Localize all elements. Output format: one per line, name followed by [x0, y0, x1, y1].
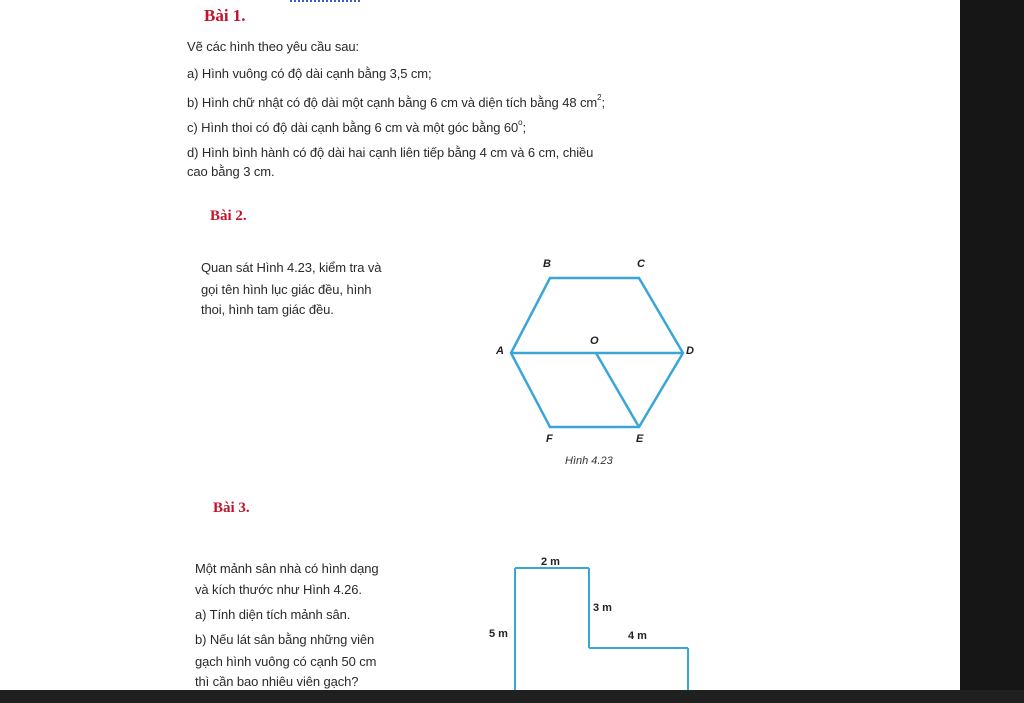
bai2-heading: Bài 2.	[210, 208, 247, 224]
bai2-line3: thoi, hình tam giác đều.	[201, 302, 334, 317]
bai3-line6: thì cần bao nhiêu viên gạch?	[195, 674, 359, 689]
bai3-line5: gạch hình vuông có cạnh 50 cm	[195, 654, 377, 669]
vertex-label-E: E	[636, 433, 644, 445]
vertex-label-C: C	[637, 258, 645, 270]
dim-left: 5 m	[489, 628, 508, 640]
vertex-label-A: A	[496, 345, 504, 357]
bai1-intro: Vẽ các hình theo yêu cầu sau:	[187, 39, 359, 54]
vertex-label-O: O	[590, 335, 599, 347]
dim-top: 2 m	[541, 556, 560, 568]
figure-caption: Hình 4.23	[565, 455, 613, 467]
bai1-item-c: c) Hình thoi có độ dài cạnh bằng 6 cm và một góc bằng 60$^o$;	[187, 118, 527, 135]
bai1-item-d-line2: cao bằng 3 cm.	[187, 164, 275, 179]
dim-inner: 3 m	[593, 602, 612, 614]
bai2-line1: Quan sát Hình 4.23, kiểm tra và	[201, 260, 382, 275]
bai2-line2: gọi tên hình lục giác đều, hình	[201, 282, 372, 297]
bai3-line1: Một mảnh sân nhà có hình dạng	[195, 561, 379, 576]
bai3-line3: a) Tính diện tích mảnh sân.	[195, 607, 351, 622]
dim-step: 4 m	[628, 630, 647, 642]
bai3-line4: b) Nếu lát sân bằng những viên	[195, 632, 375, 647]
bai1-item-a: a) Hình vuông có độ dài cạnh bằng 3,5 cm;	[187, 66, 432, 81]
bai3-line2: và kích thước như Hình 4.26.	[195, 582, 362, 597]
bai1-heading: Bài 1.	[204, 6, 246, 25]
bai3-heading: Bài 3.	[213, 500, 250, 516]
bai1-item-b: b) Hình chữ nhật có độ dài một cạnh bằng 6 cm và diện tích bằng 48 $cm^2$;	[187, 93, 605, 110]
vertex-label-F: F	[546, 433, 553, 445]
viewer-bottom-margin	[0, 690, 1024, 703]
vertex-label-D: D	[686, 345, 694, 357]
segment-OE	[596, 353, 639, 427]
vertex-label-B: B	[543, 258, 551, 270]
bai1-item-d-line1: d) Hình bình hành có độ dài hai cạnh liên tiếp bằng 4 cm và 6 cm, chiều	[187, 145, 594, 160]
viewer-side-margin	[960, 0, 1024, 703]
